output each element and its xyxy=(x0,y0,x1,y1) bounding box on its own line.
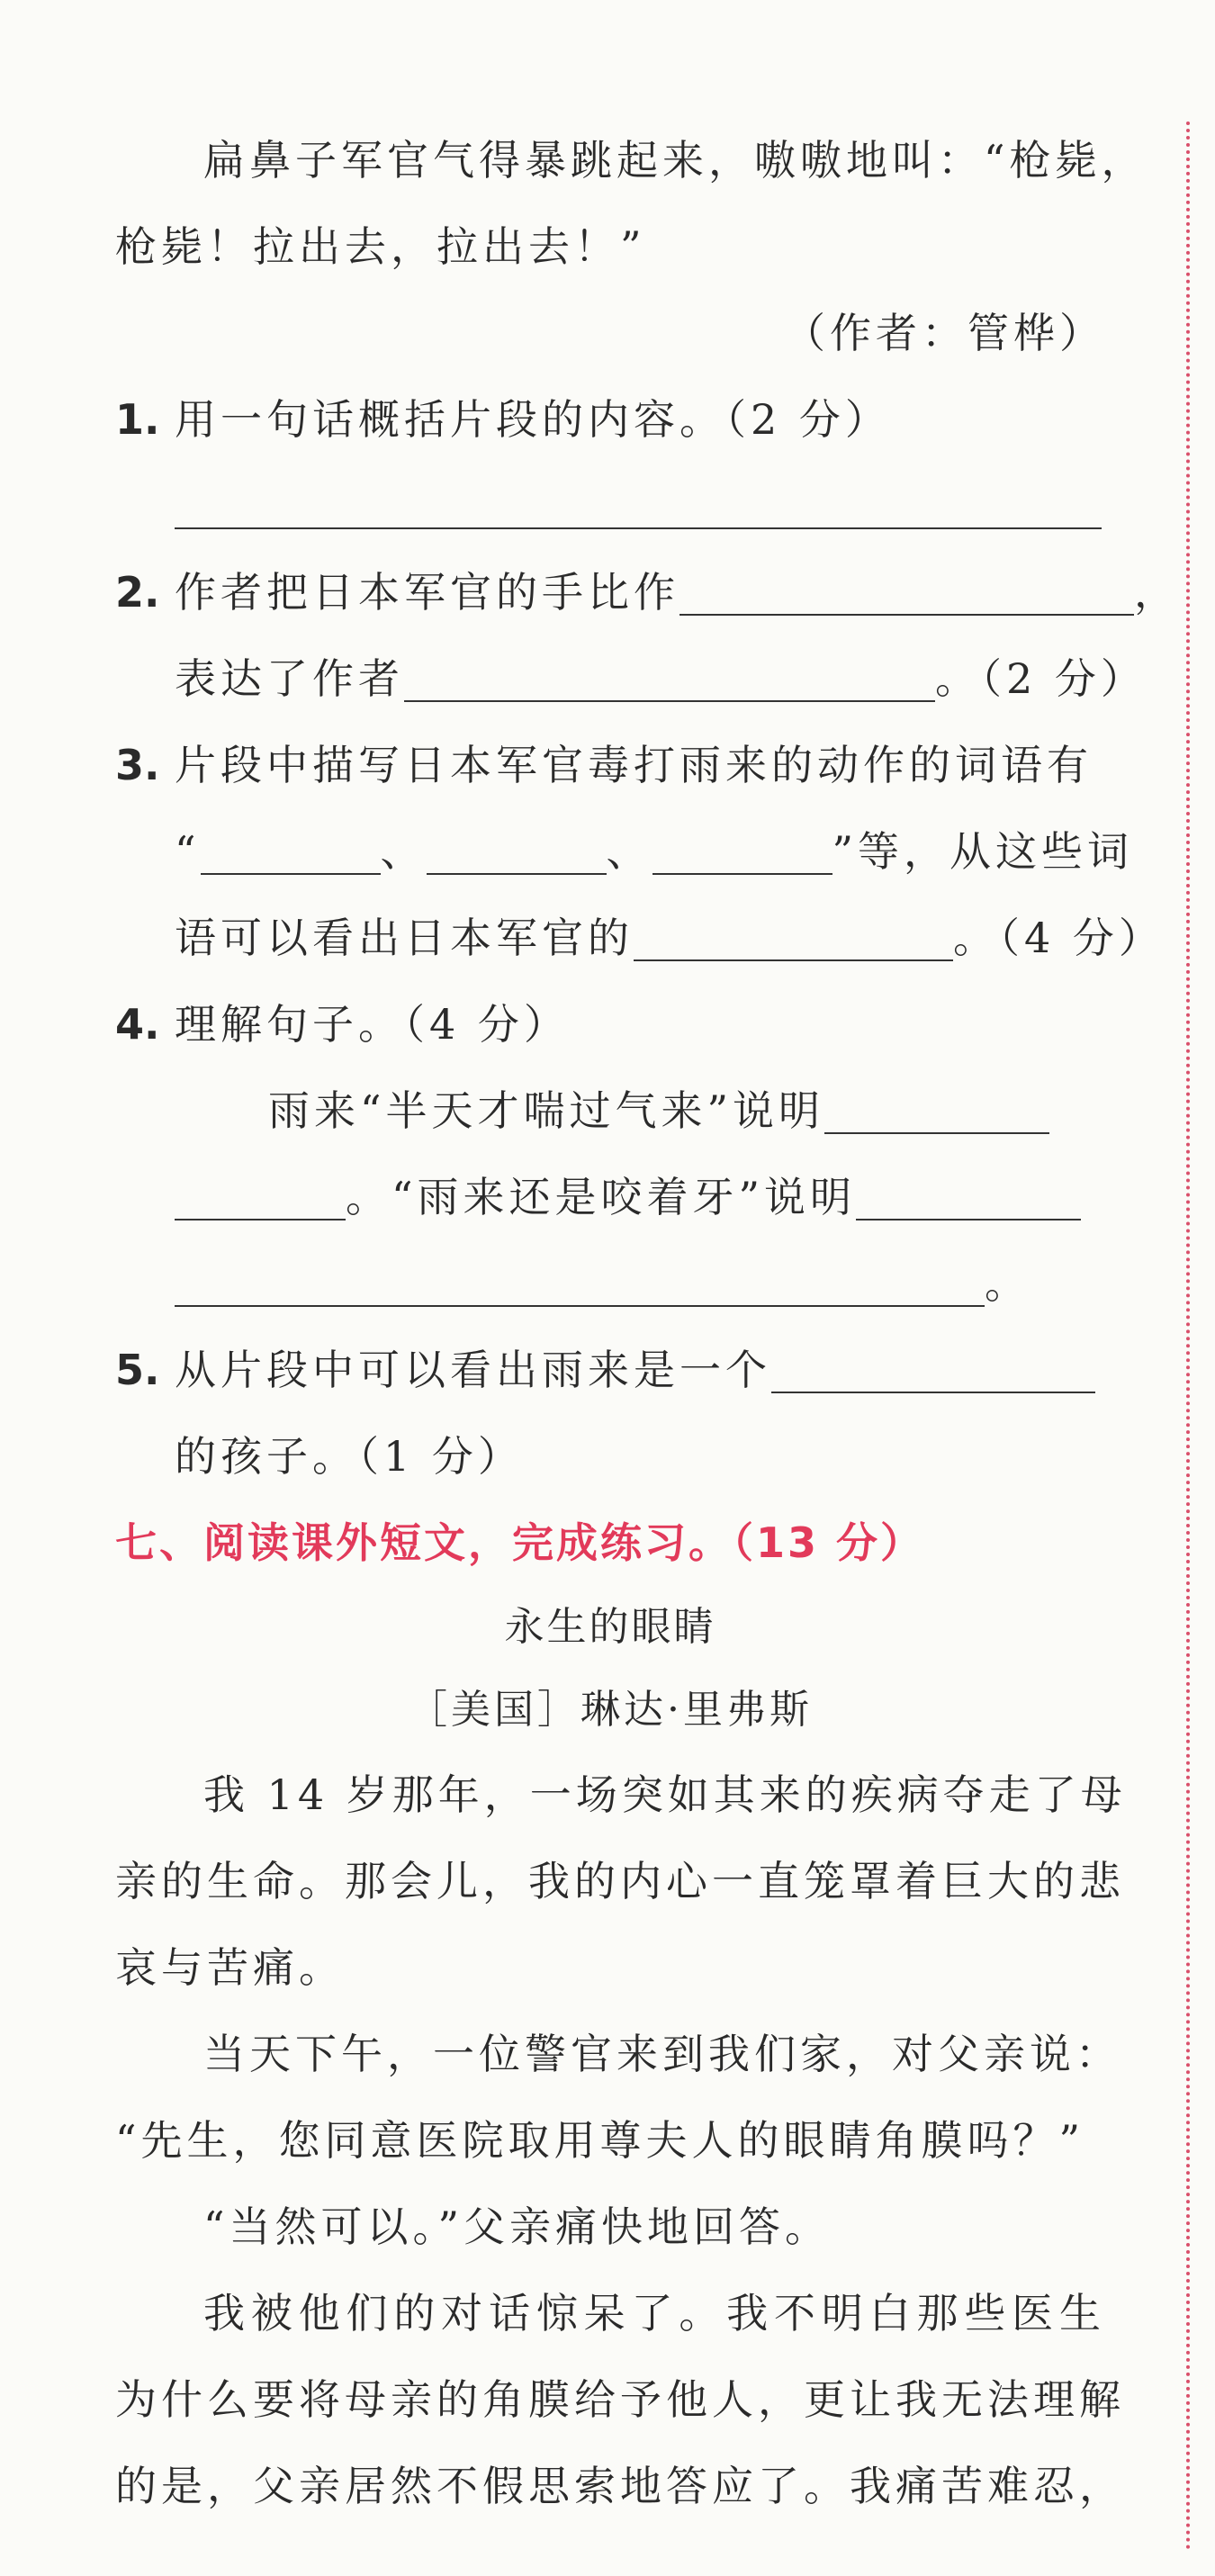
question-text: 用一句话概括片段的内容。（2 分） xyxy=(175,395,891,444)
answer-blank[interactable] xyxy=(175,1165,346,1220)
answer-blank[interactable] xyxy=(824,1078,1049,1134)
question-text: 理解句子。（4 分） xyxy=(175,1000,570,1049)
question-text: ”等，从这些词 xyxy=(832,827,1134,876)
intro-line-2: 枪毙！拉出去，拉出去！” xyxy=(115,222,646,271)
paragraph-line: 当天下午，一位警官来到我们家，对父亲说： xyxy=(203,2030,1121,2078)
question-text: 的孩子。（1 分） xyxy=(175,1432,524,1481)
question-text: 表达了作者 xyxy=(175,654,404,703)
intro-line-1: 扁鼻子军官气得暴跳起来，嗷嗷地叫：“枪毙， xyxy=(203,136,1148,185)
answer-blank[interactable] xyxy=(175,1251,985,1307)
question-number: 3. xyxy=(115,741,160,789)
author-credit: （作者：管桦） xyxy=(784,309,1105,357)
question-text: 。（4 分） xyxy=(953,914,1165,962)
question-1 xyxy=(115,376,1105,463)
question-3-line-2 xyxy=(115,808,1134,895)
answer-blank[interactable] xyxy=(680,560,1134,616)
question-text: “ xyxy=(175,827,201,876)
question-5-line-2 xyxy=(115,1413,1105,1500)
question-text: 作者把日本军官的手比作 xyxy=(175,568,680,617)
answer-blank[interactable] xyxy=(427,819,607,875)
paragraph-line: 亲的生命。那会儿，我的内心一直笼罩着巨大的悲 xyxy=(115,1857,1125,1905)
question-1-answer-row xyxy=(115,463,1105,549)
question-4-line-3 xyxy=(115,1154,1105,1240)
question-3 xyxy=(115,722,1105,808)
question-number: 2. xyxy=(115,568,160,617)
paragraph-line: 哀与苦痛。 xyxy=(115,1943,345,1992)
margin-dotted-line xyxy=(1186,122,1190,2552)
paragraph-line: “先生，您同意医院取用尊夫人的眼睛角膜吗？” xyxy=(115,2116,1085,2165)
paragraph-line: 我 14 岁那年，一场突如其来的疾病夺走了母 xyxy=(203,1770,1127,1819)
passage-title: 永生的眼睛 xyxy=(504,1604,716,1650)
answer-blank[interactable] xyxy=(634,905,953,961)
question-text: 片段中描写日本军官毒打雨来的动作的词语有 xyxy=(175,741,1093,789)
question-4 xyxy=(115,981,1105,1067)
answer-blank[interactable] xyxy=(652,819,832,875)
question-4-line-2 xyxy=(115,1067,1105,1154)
passage-author: ［美国］琳达·里弗斯 xyxy=(408,1687,813,1733)
question-number: 5. xyxy=(115,1346,160,1394)
question-text: 从片段中可以看出雨来是一个 xyxy=(175,1346,771,1394)
answer-blank[interactable] xyxy=(856,1165,1081,1220)
question-text: 、 xyxy=(380,827,427,876)
answer-blank[interactable] xyxy=(175,473,1102,529)
answer-blank[interactable] xyxy=(404,646,935,702)
question-text: 。 xyxy=(985,1259,1030,1308)
question-text: 语可以看出日本军官的 xyxy=(175,914,634,962)
question-3-line-3 xyxy=(115,895,1165,981)
section-heading: 七、阅读课外短文，完成练习。（13 分） xyxy=(115,1518,925,1567)
question-text: ， xyxy=(1134,568,1180,617)
answer-blank[interactable] xyxy=(201,819,381,875)
question-text: 、 xyxy=(606,827,652,876)
question-text: 。（2 分） xyxy=(935,654,1147,703)
paragraph-line: 为什么要将母亲的角膜给予他人，更让我无法理解 xyxy=(115,2375,1125,2424)
content-column xyxy=(115,117,1180,2529)
question-5 xyxy=(115,1327,1105,1413)
question-text: 雨来“半天才喘过气来”说明 xyxy=(268,1086,825,1135)
question-2 xyxy=(115,549,1180,635)
question-number: 4. xyxy=(115,1000,160,1049)
answer-blank[interactable] xyxy=(771,1338,1095,1393)
question-2-line-2 xyxy=(115,635,1147,722)
paragraph-line: 的是，父亲居然不假思索地答应了。我痛苦难忍， xyxy=(115,2462,1125,2510)
question-text: 。“雨来还是咬着牙”说明 xyxy=(346,1173,857,1221)
question-number: 1. xyxy=(115,395,160,444)
paragraph-line: “当然可以。”父亲痛快地回答。 xyxy=(203,2202,832,2251)
paragraph-line: 我被他们的对话惊呆了。我不明白那些医生 xyxy=(203,2289,1105,2337)
question-4-line-4 xyxy=(115,1240,1105,1327)
